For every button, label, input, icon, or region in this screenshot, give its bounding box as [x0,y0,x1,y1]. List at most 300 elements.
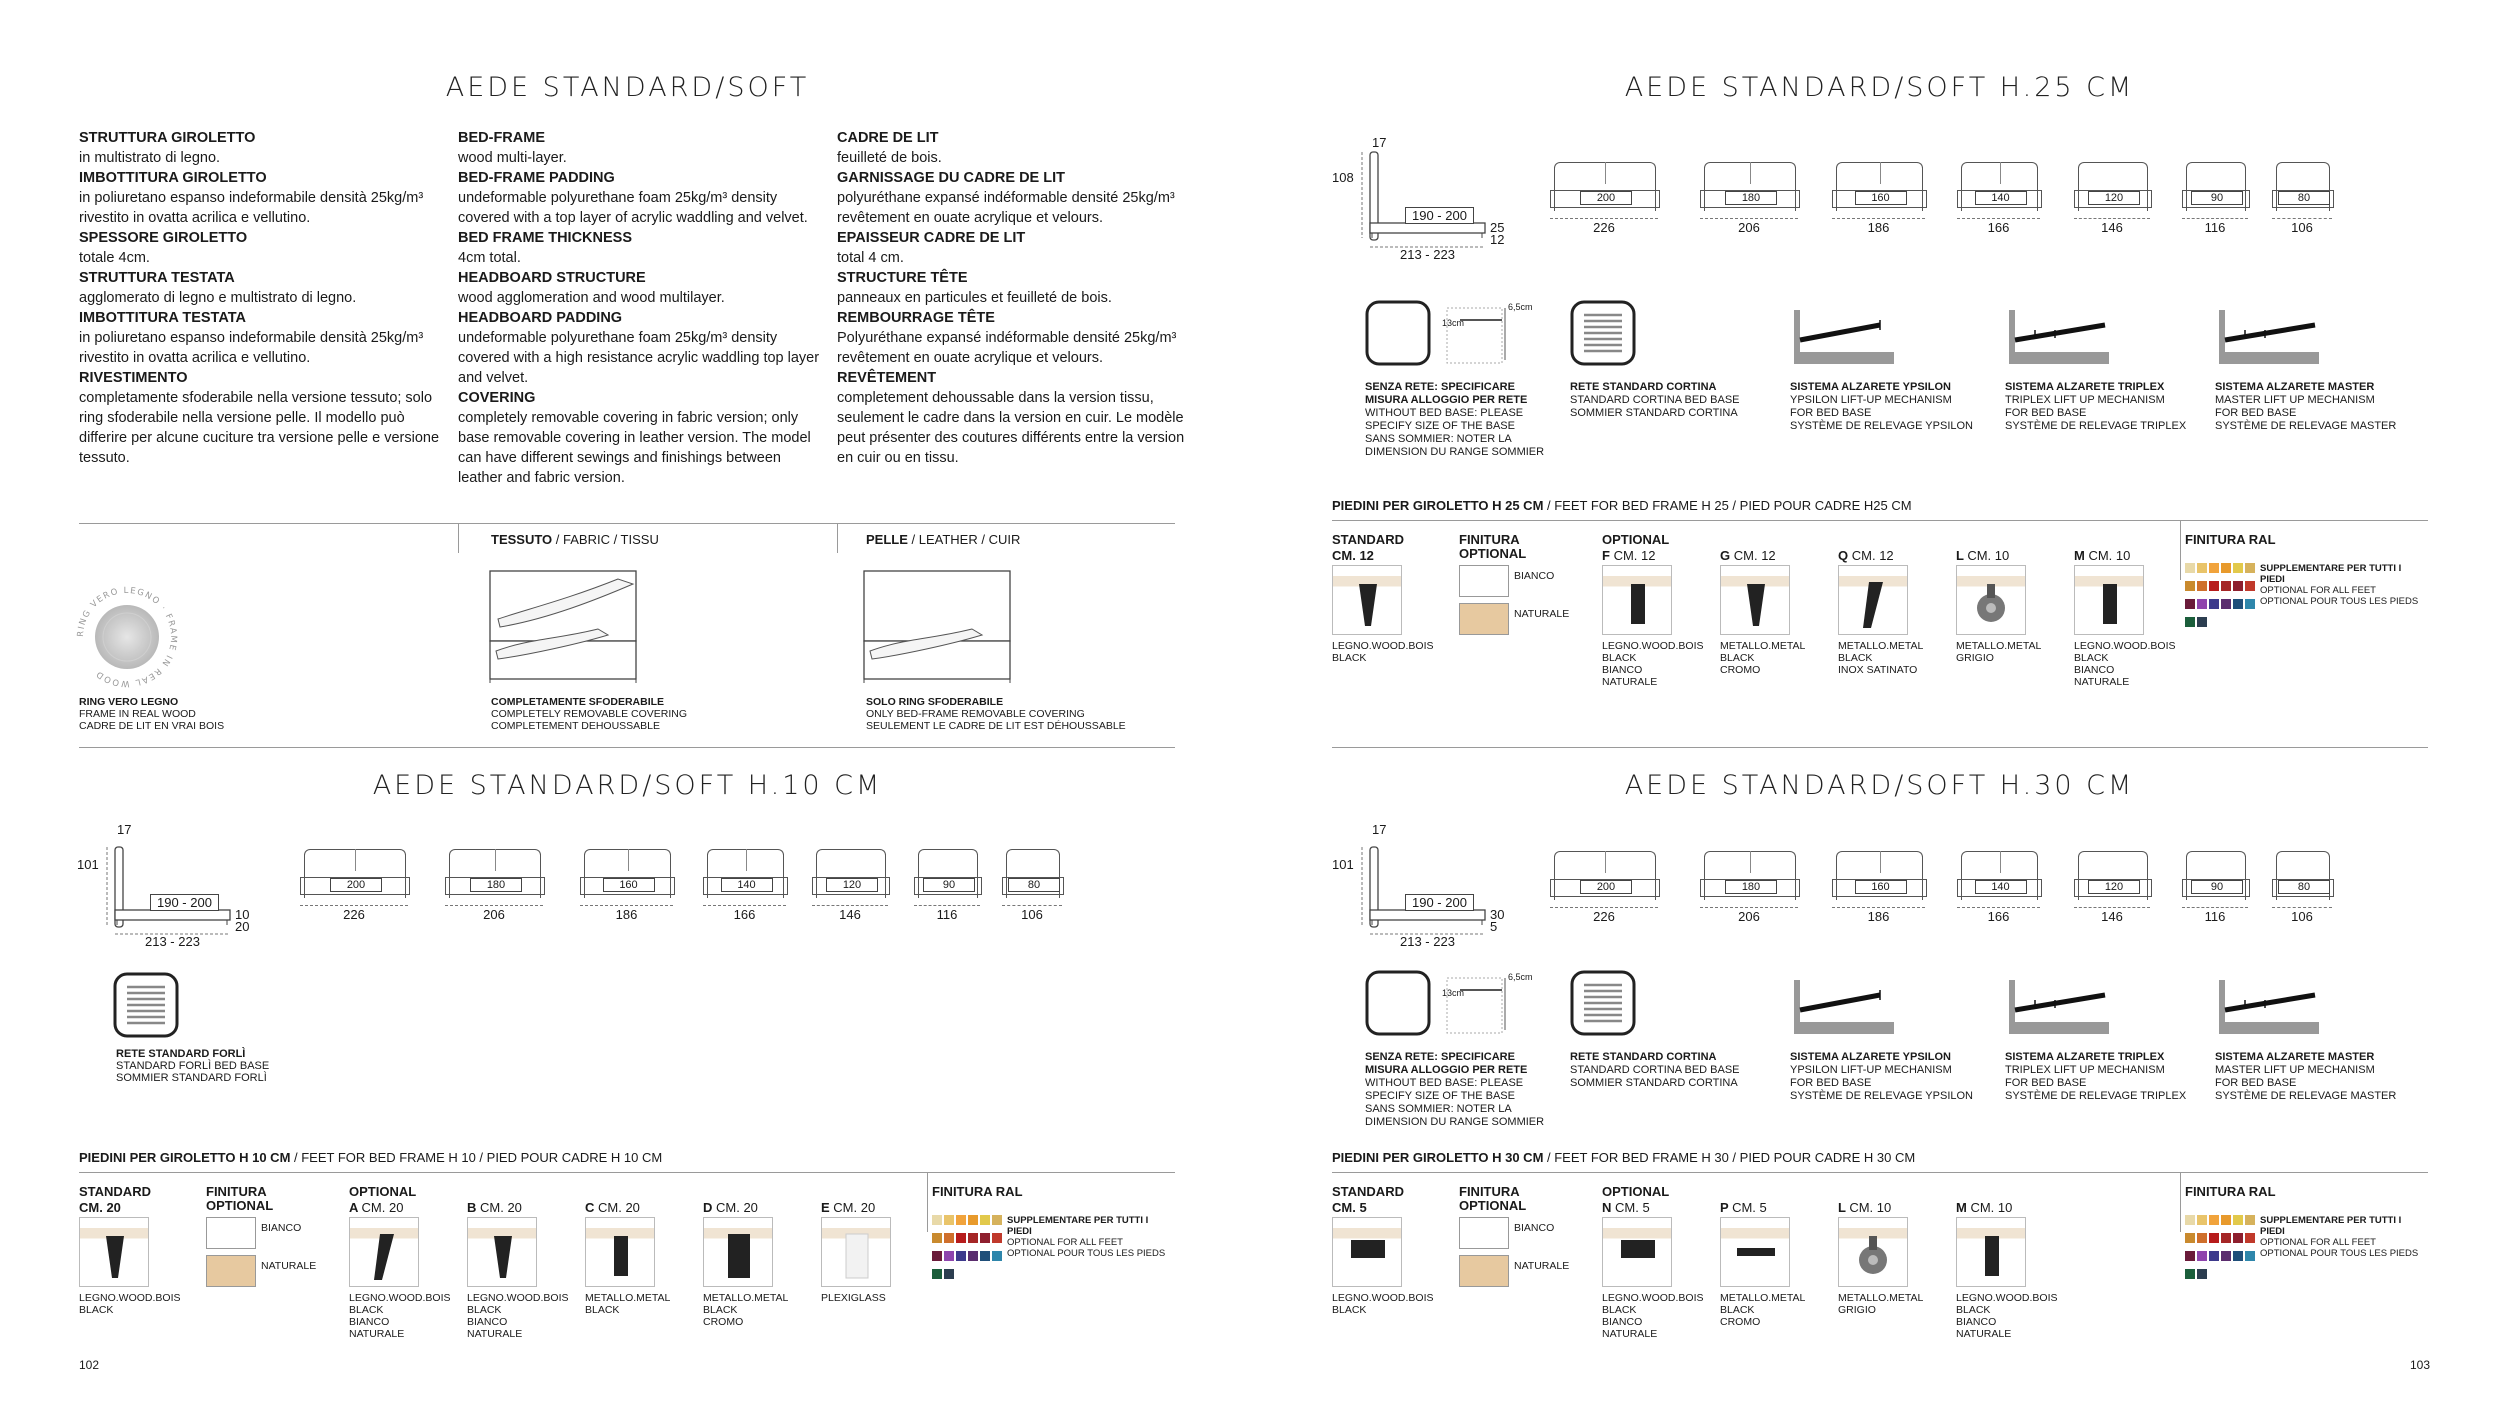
caption-line: LEGNO.WOOD.BOIS [1956,1292,2058,1304]
spec-text: undeformable polyurethane foam 25kg/m³ density covered with a top layer of acrylic waddling and velvet. [458,190,808,226]
bed-headboard-seam [628,849,629,871]
ral-color-swatch [2197,581,2207,591]
caption-line: INOX SATINATO [1838,664,1918,676]
spec-heading: RIVESTIMENTO [79,370,188,386]
caption-line: LEGNO.WOOD.BOIS [349,1292,451,1304]
dimension-label: 213 - 223 [145,934,200,949]
ral-color-swatch [2209,1215,2219,1225]
ral-color-swatch [968,1251,978,1261]
naturale-label: NATURALE [261,1260,317,1272]
caption-line: BLACK [1956,1304,1991,1316]
spec-text: in poliuretano espanso indeformabile densità 25kg/m³ rivestito in ovatta acrilica e vellutino. [79,330,424,366]
ral-color-swatch [2221,1233,2231,1243]
caption-line: FOR BED BASE [2005,1077,2087,1089]
foot-letter: G [1720,548,1731,563]
standard-caption [1332,640,1434,664]
bed-width-line [1002,905,1062,906]
caption-bold: SISTEMA ALZARETE TRIPLEX [2005,1051,2165,1063]
bed-width-label: 186 [1867,220,1890,235]
caption-line: DIMENSION DU RANGE SOMMIER [1365,1116,1545,1128]
standard-heading: STANDARD [1332,1184,1404,1199]
bed-front-view [1957,847,2042,942]
h10-feet-title: PIEDINI PER GIROLETTO H 10 CM / FEET FOR BED FRAME H 10 / PIED POUR CADRE H 10 CM [79,1150,663,1165]
caption-line: BIANCO [2074,664,2115,676]
bed-width-label: 166 [1987,220,2010,235]
bed-width-label: 206 [483,907,505,922]
caption-line: FOR BED BASE [2215,407,2297,419]
ral-color-swatch [992,1215,1002,1225]
optional-foot-caption [2074,640,2176,688]
ral-color-swatch [2185,1251,2195,1261]
optional-foot-caption [1838,640,1923,676]
h30-side-view [1330,822,1530,947]
optional-foot-caption [1720,1292,1805,1328]
ral-heading: FINITURA RAL [932,1184,1023,1199]
caption-line: MASTER LIFT UP MECHANISM [2215,1064,2375,1076]
ral-color-swatch [2185,1269,2195,1279]
caption-line: STANDARD CORTINA BED BASE [1570,394,1740,406]
optional-foot-image [1956,1217,2026,1287]
bed-front-view [2182,847,2250,942]
caption-bold: RETE STANDARD CORTINA [1570,381,1717,393]
caption-line: SANS SOMMIER: NOTER LA [1365,1103,1512,1115]
caption-line: SOMMIER STANDARD CORTINA [1570,407,1738,419]
ral-color-swatch [980,1251,990,1261]
dimension-label: 213 - 223 [1400,934,1455,949]
foot-letter: M [1956,1200,1967,1215]
caption-line: OPTIONAL POUR TOUS LES PIEDS [2260,1248,2419,1259]
finitura-optional: OPTIONAL [1459,1198,1527,1213]
bed-front-view [300,845,410,940]
spec-heading: SPESSORE GIROLETTO [79,230,248,246]
bed-width-line [2272,218,2332,219]
ral-color-swatch [932,1233,942,1243]
optional-foot-image [585,1217,655,1287]
bed-width-label: 186 [615,907,638,922]
ral-color-swatch [2197,1233,2207,1243]
caption-line: BIANCO [1602,664,1643,676]
ral-heading: FINITURA RAL [2185,1184,2276,1199]
ral-color-swatch [932,1215,942,1225]
divider [1332,747,2428,748]
spec-text: in multistrato di legno. [79,150,221,166]
optional-heading: OPTIONAL [1602,532,1670,547]
caption-line: OPTIONAL FOR ALL FEET [2260,1237,2376,1248]
bed-front-view [703,845,788,940]
bed-width-label: 106 [2291,220,2313,235]
bed-width-label: 146 [2101,909,2123,924]
bed-width-label: 116 [2204,220,2226,235]
bed-width-line [914,905,980,906]
bed-size-label: 140 [1975,191,2027,205]
base-option-caption [2005,1051,2215,1103]
naturale-swatch [1459,603,1509,635]
optional-foot-image [1838,565,1908,635]
naturale-label: NATURALE [1514,1260,1570,1272]
ral-color-swatch [2233,599,2243,609]
foot-letter: C [585,1200,595,1215]
bed-front-view [2272,158,2334,253]
foot-height: CM. 20 [598,1200,640,1215]
finitura-optional: OPTIONAL [206,1198,274,1213]
bed-width-label: 116 [2204,909,2226,924]
ral-color-swatch [2245,563,2255,573]
tessuto-label: TESSUTO / FABRIC / TISSU [491,532,659,547]
ral-color-swatch [968,1233,978,1243]
caption-line: BLACK [1838,652,1873,664]
spec-heading: HEADBOARD PADDING [458,310,623,326]
caption-line: FOR BED BASE [1790,1077,1872,1089]
caption-line: SYSTÈME DE RELEVAGE YPSILON [1790,1090,1973,1102]
foot-letter: L [1956,548,1964,563]
caption-line: LEGNO.WOOD.BOIS [1602,640,1704,652]
dimension-label: 20 [235,919,250,934]
optional-foot-label [1956,1200,2012,1215]
caption-line: SYSTÈME DE RELEVAGE TRIPLEX [2005,420,2187,432]
dimension-label: 190 - 200 [150,894,219,911]
optional-foot-caption [703,1292,788,1328]
dimension-label: 6,5cm [1508,302,1533,312]
optional-foot-image [467,1217,537,1287]
bed-size-label: 80 [2278,191,2330,205]
bed-front-view [1550,847,1660,942]
spec-heading: IMBOTTITURA GIROLETTO [79,170,267,186]
foot-height: CM. 12 [1851,548,1894,563]
spec-col-french [837,128,1202,468]
bed-headboard-seam [1880,851,1881,873]
bed-size-label: 180 [1725,191,1777,205]
caption-line: METALLO.METAL [1720,640,1806,652]
spec-text: 4cm total. [458,250,521,266]
optional-foot-caption [1838,1292,1923,1316]
bed-width-line [2074,907,2150,908]
ral-color-swatch [992,1233,1002,1243]
h25-feet-table [1332,520,2428,695]
h30-base-options [1365,970,2435,1140]
caption-bold: SENZA RETE: SPECIFICARE [1365,381,1515,393]
ral-color-swatch [2185,581,2195,591]
optional-foot-caption [585,1292,670,1316]
bed-width-label: 116 [936,907,958,922]
optional-foot-caption [1956,1292,2058,1340]
base-option-caption [1790,381,2000,433]
spec-text: Polyuréthane expansé indéformable densité 25kg/m³ revêtement en ouate acrylique et velours. [837,330,1177,366]
caption-line: BLACK [1602,652,1637,664]
dimension-label: 101 [1332,857,1354,872]
bianco-swatch [1459,1217,1509,1249]
caption-line: NATURALE [1602,1328,1658,1340]
caption-line: BLACK [1332,1304,1367,1316]
ral-color-swatch [2245,599,2255,609]
ral-color-swatch [2209,1233,2219,1243]
optional-foot-caption [1720,640,1805,676]
lift-mechanism-icon [2215,300,2325,370]
spec-heading: STRUCTURE TÊTE [837,270,968,286]
bed-size-label: 90 [2191,191,2243,205]
dimension-label: 190 - 200 [1405,894,1474,911]
foot-letter: A [349,1200,358,1215]
bianco-label: BIANCO [1514,1222,1555,1234]
caption-line: ONLY BED-FRAME REMOVABLE COVERING [866,708,1085,720]
bed-width-line [703,905,786,906]
caption-line: BIANCO [1956,1316,1997,1328]
ral-color-swatch [968,1215,978,1225]
caption-line: FOR BED BASE [1790,407,1872,419]
bed-width-label: 106 [1021,907,1043,922]
bed-width-line [1832,907,1925,908]
ral-color-swatch [2197,1251,2207,1261]
bianco-label: BIANCO [1514,570,1555,582]
ral-color-swatch [2221,1251,2231,1261]
optional-foot-image [2074,565,2144,635]
bed-width-label: 186 [1867,909,1890,924]
caption-line: STANDARD CORTINA BED BASE [1570,1064,1740,1076]
optional-foot-image [1602,565,1672,635]
dimension-label: 25 [1490,220,1505,235]
bed-front-view [1957,158,2042,253]
caption-line: CROMO [1720,664,1761,676]
caption-line: FOR BED BASE [2215,1077,2297,1089]
bed-size-label: 160 [1855,191,1907,205]
ring-caption [79,696,224,732]
caption-line: METALLO.METAL [585,1292,671,1304]
base-option-caption [1790,1051,2000,1103]
base-option-caption [2215,381,2425,433]
foot-letter: L [1838,1200,1846,1215]
caption-line: BLACK [2074,652,2109,664]
bed-headboard-seam [746,849,747,871]
lift-mechanism-icon [1790,300,1900,370]
ral-swatches [932,1214,1007,1286]
caption-line: OPTIONAL POUR TOUS LES PIEDS [1007,1248,1166,1259]
rete-forli-icon [113,972,179,1038]
bed-width-label: 146 [839,907,861,922]
caption-line: BLACK [703,1304,738,1316]
caption-line: BLACK [585,1304,620,1316]
dimension-label: 17 [1372,135,1387,150]
caption-line: WITHOUT BED BASE: PLEASE [1365,407,1524,419]
ral-color-swatch [2233,1215,2243,1225]
spec-text: in poliuretano espanso indeformabile densità 25kg/m³ rivestito in ovatta acrilica e vellutino. [79,190,424,226]
optional-foot-image [1720,565,1790,635]
optional-foot-label [349,1200,403,1215]
bed-front-view [812,845,890,940]
caption-line: SPECIFY SIZE OF THE BASE [1365,1090,1515,1102]
bed-size-label: 200 [1580,191,1632,205]
bed-width-line [1957,218,2040,219]
ral-color-swatch [980,1215,990,1225]
bed-width-label: 146 [2101,220,2123,235]
pelle-label: PELLE / LEATHER / CUIR [866,532,1021,547]
spec-text: completement dehoussable dans la version tissu, seulement le cadre dans la version en cuir. Le modèle peut présenter des coutures différents entre la version en cuir ou en tissu. [837,390,1185,466]
ral-color-swatch [944,1269,954,1279]
bed-width-line [1700,218,1798,219]
bed-front-view [1832,847,1927,942]
bed-headboard-seam [1750,162,1751,184]
bed-size-label: 80 [2278,880,2330,894]
caption-line: CROMO [1720,1316,1761,1328]
ral-color-swatch [932,1251,942,1261]
caption-line: METALLO.METAL [1720,1292,1806,1304]
bed-width-line [2074,218,2150,219]
caption-line: SYSTÈME DE RELEVAGE MASTER [2215,420,2397,432]
bed-size-label: 200 [330,878,382,892]
page-number-right: 103 [2410,1358,2431,1372]
caption-bold: SENZA RETE: SPECIFICARE [1365,1051,1515,1063]
caption-line: WITHOUT BED BASE: PLEASE [1365,1077,1524,1089]
bed-size-label: 180 [1725,880,1777,894]
spec-heading: GARNISSAGE DU CADRE DE LIT [837,170,1065,186]
caption-line: SYSTÈME DE RELEVAGE TRIPLEX [2005,1090,2187,1102]
fabric-bed-drawing [488,569,638,684]
ral-color-swatch [2197,1215,2207,1225]
base-option-caption [1365,1051,1575,1129]
base-option [1790,300,2000,433]
ral-color-swatch [2209,563,2219,573]
foot-letter: M [2074,548,2085,563]
bed-size-label: 140 [1975,880,2027,894]
foot-height: CM. 20 [480,1200,522,1215]
caption-line: TRIPLEX LIFT UP MECHANISM [2005,394,2165,406]
spec-col-english [458,128,823,488]
leather-bed-drawing [862,569,1012,684]
ral-color-swatch [2197,617,2207,627]
caption-bold: SUPPLEMENTARE PER TUTTI I PIEDI [2260,563,2402,585]
foot-letter: B [467,1200,477,1215]
spec-heading: BED FRAME THICKNESS [458,230,633,246]
bed-headboard-seam [1605,851,1606,873]
ral-color-swatch [2233,581,2243,591]
ral-color-swatch [2185,1215,2195,1225]
ral-color-swatch [956,1251,966,1261]
finitura-heading: FINITURA [206,1184,267,1199]
bed-front-view [445,845,545,940]
bed-headboard-seam [1880,162,1881,184]
dimension-label: 101 [77,857,99,872]
dimension-label: 10 [235,907,250,922]
bed-size-label: 90 [2191,880,2243,894]
standard-caption [1332,1292,1434,1316]
base-option [1365,300,1575,459]
lift-mechanism-icon [2005,300,2115,370]
finitura-heading: FINITURA [1459,532,1520,547]
spec-heading: COVERING [458,390,536,406]
dimension-label: 17 [117,822,132,837]
caption-line: BLACK [1720,652,1755,664]
caption-line: GRIGIO [1838,1304,1876,1316]
bed-front-view [580,845,675,940]
bed-width-line [1957,907,2040,908]
standard-height: CM. 12 [1332,548,1374,563]
standard-heading: STANDARD [79,1184,151,1199]
rete-cortina-icon [1570,970,1640,1040]
spec-heading: STRUTTURA TESTATA [79,270,235,286]
naturale-swatch [1459,1255,1509,1287]
bed-width-label: 206 [1738,909,1760,924]
caption-line: OPTIONAL POUR TOUS LES PIEDS [2260,596,2419,607]
caption-line: LEGNO.WOOD.BOIS [1332,640,1434,652]
optional-foot-label [1602,1200,1650,1215]
standard-caption [79,1292,181,1316]
bed-width-label: 226 [343,907,365,922]
caption-line: BLACK [79,1304,114,1316]
caption-line: RETE STANDARD FORLÌ [116,1048,246,1060]
foot-height: CM. 10 [1849,1200,1892,1215]
foot-letter: D [703,1200,713,1215]
base-option-caption [1570,381,1780,420]
optional-foot-image [703,1217,773,1287]
bed-width-label: 166 [1987,909,2010,924]
caption-line: CADRE DE LIT EN VRAI BOIS [79,720,225,732]
dimension-label: 13cm [1442,988,1465,998]
optional-foot-label [1838,1200,1891,1215]
dimension-label: 213 - 223 [1400,247,1455,262]
foot-letter: F [1602,548,1610,563]
ring-real-wood-seal [72,582,182,692]
dimension-label: 5 [1490,919,1498,934]
ral-color-swatch [2221,599,2231,609]
ral-color-swatch [932,1269,942,1279]
divider [927,1172,928,1232]
spec-heading: STRUTTURA GIROLETTO [79,130,256,146]
optional-foot-label [703,1200,758,1215]
bed-width-label: 106 [2291,909,2313,924]
caption-line: FRAME IN REAL WOOD [79,708,196,720]
caption-line: BIANCO [467,1316,508,1328]
caption-line: MASTER LIFT UP MECHANISM [2215,394,2375,406]
foot-height: CM. 10 [1967,548,2010,563]
caption-line: SANS SOMMIER: NOTER LA [1365,433,1512,445]
caption-line: DIMENSION DU RANGE SOMMIER [1365,446,1545,458]
base-option-caption [1365,381,1575,459]
caption-line: BLACK [467,1304,502,1316]
caption-line: OPTIONAL FOR ALL FEET [1007,1237,1123,1248]
optional-foot-image [821,1217,891,1287]
caption-line: SYSTÈME DE RELEVAGE MASTER [2215,1090,2397,1102]
optional-foot-caption [1602,1292,1704,1340]
bed-front-view [1700,158,1800,253]
bed-size-label: 160 [603,878,655,892]
bed-size-label: 180 [470,878,522,892]
optional-foot-caption [349,1292,451,1340]
h10-feet-table [79,1172,1175,1347]
lift-mechanism-icon [1790,970,1900,1040]
spec-text: feuilleté de bois. [837,150,942,166]
spec-text: totale 4cm. [79,250,150,266]
ral-swatches [2185,1214,2260,1286]
ral-color-swatch [2233,1251,2243,1261]
ral-color-swatch [2197,1269,2207,1279]
ral-color-swatch [980,1233,990,1243]
base-option-caption [1570,1051,1780,1090]
caption-line: BLACK [1332,652,1367,664]
caption-line: METALLO.METAL [1838,640,1924,652]
bed-size-label: 80 [1008,878,1060,892]
bianco-swatch [1459,565,1509,597]
spec-text: polyuréthane expansé indéformable densité 25kg/m³ revêtement en ouate acrylique et velours. [837,190,1175,226]
standard-foot-image [79,1217,149,1287]
dimension-label: 190 - 200 [1405,207,1474,224]
bed-width-line [300,905,408,906]
optional-heading: OPTIONAL [349,1184,417,1199]
bed-front-view [1002,845,1064,940]
base-option-caption [2005,381,2215,433]
bed-size-label: 90 [923,878,975,892]
base-option [1790,970,2000,1103]
ral-heading: FINITURA RAL [2185,532,2276,547]
spec-text: agglomerato di legno e multistrato di legno. [79,290,357,306]
spec-heading: BED-FRAME [458,130,545,146]
